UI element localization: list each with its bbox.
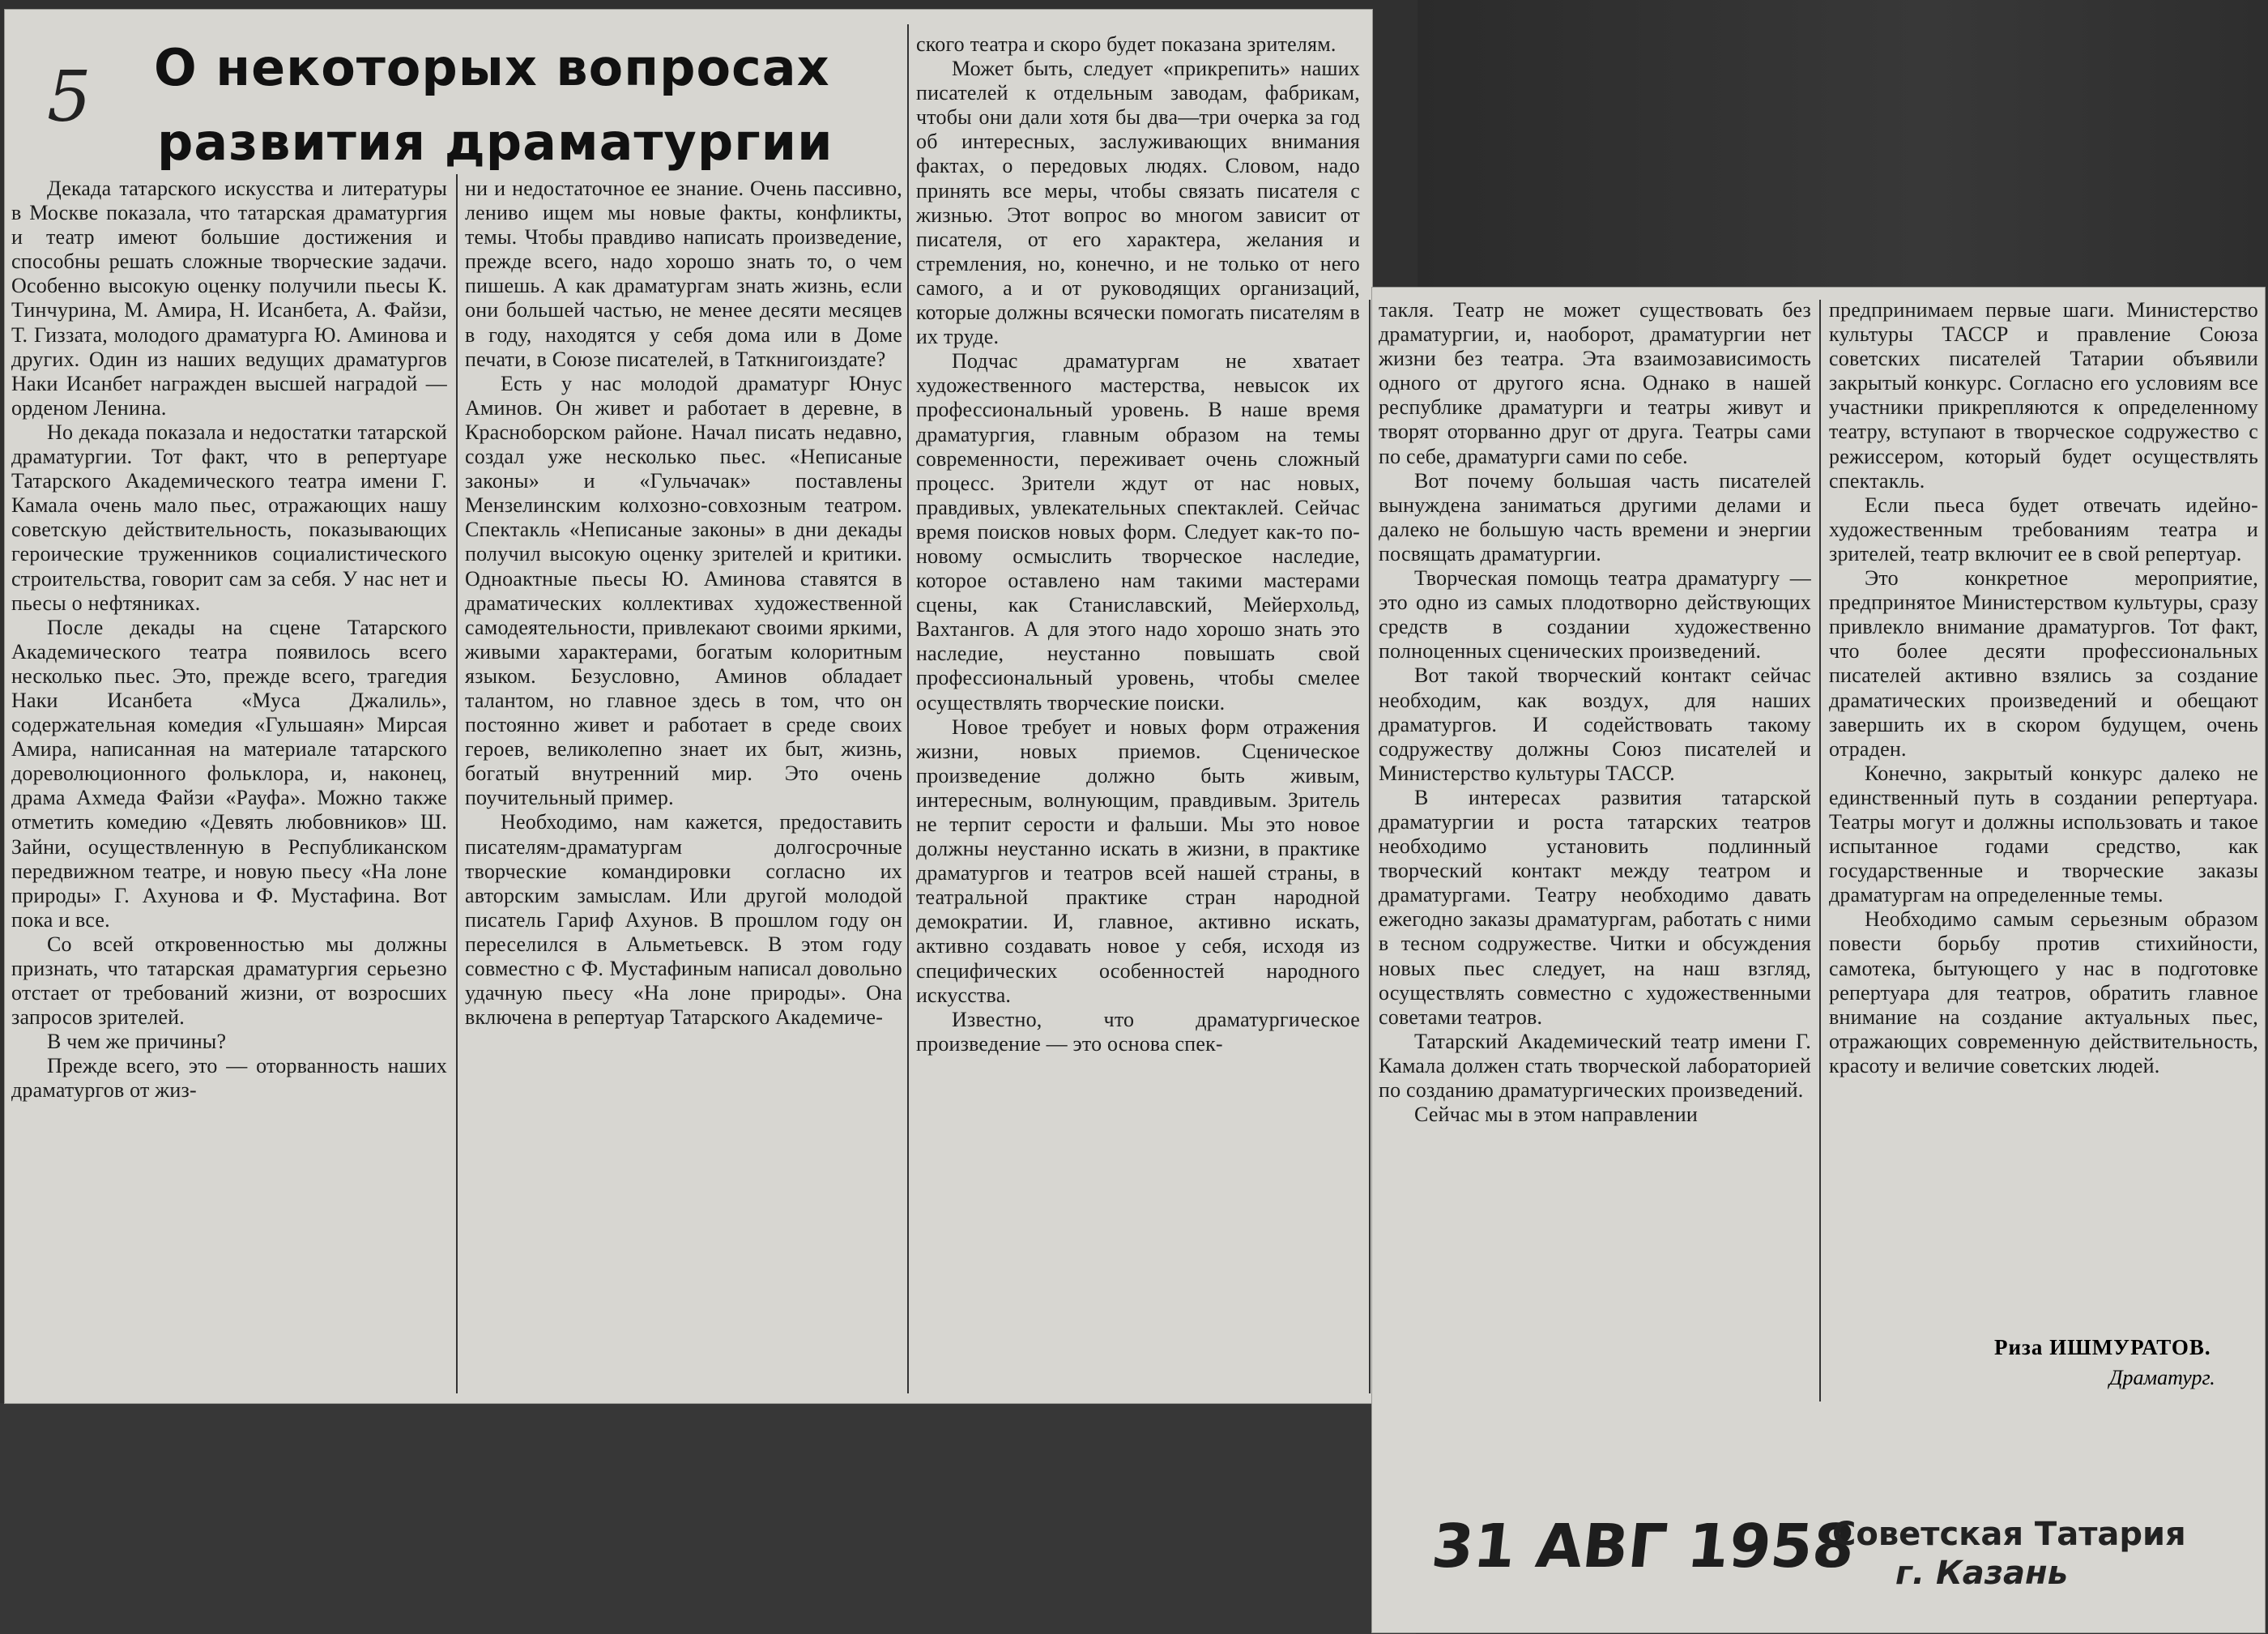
paragraph: Но декада показала и недостатки татарской драматургии. Тот факт, что в репертуаре Татарского Академического театра имени Г. Камала очень мало пьес, отражающих нашу советскую действительность, показывающих героические труженников социалистического строительства, говорит сам за себя. У нас нет и пьесы о нефтяниках. bbox=[11, 420, 447, 615]
paragraph: В чем же причины? bbox=[47, 1030, 227, 1054]
headline-line-2: развития драматургии bbox=[157, 113, 833, 172]
source-stamp bbox=[1832, 1515, 2186, 1593]
paragraph: Может быть, следует «прикрепить» наших писателей к отдельным заводам, фабрикам, чтобы они дали хотя бы два—три очерка за год об интересных, заслуживающих внимания фактах, о передовых людях. Словом, надо принять все меры, чтобы связать писателя с жизнью. Этот вопрос во многом зависит от писателя, от его характера, желания и стремления, но, конечно, и не только от него самого, а и от руководящих организаций, которые должны всячески помогать писателям в их труде. bbox=[916, 57, 1360, 349]
paragraph: ни и недостаточное ее знание. Очень пассивно, лениво ищем мы новые факты, конфликты, темы. Чтобы правдиво написать произведение, прежде всего, надо хорошо знать то, о чем пишешь. А как драматургам знать жизнь, если они большей частью, не менее десяти месяцев в году, находятся у себя дома или в Доме печати, в Союзе писателей, в Таткнигоиздате? bbox=[465, 177, 902, 371]
article-headline bbox=[154, 31, 883, 180]
paragraph: В интересах развития татарской драматургии и роста татарских театров необходимо установить подлинный творческий контакт между театром и драматургами. Театру необходимо давать ежегодно заказы драматургам, работать с ними в тесном содружестве. Читки и обсуждения новых пьес следует, на наш взгляд, осуществлять совместно с художественными советами театров. bbox=[1379, 785, 1811, 1029]
article-column-1 bbox=[11, 177, 447, 1103]
column-rule bbox=[1369, 300, 1371, 1393]
paragraph: Есть у нас молодой драматург Юнус Аминов. Он живет и работает в деревне, в Красноборском районе. Начал писать недавно, создал уже несколько пьес. «Неписаные законы» и «Гульчачак» поставлены Мензелинским колхозно-совхозным театром. Спектакль «Неписаные законы» в дни декады получил высокую оценку зрителей и критики. Одноактные пьесы Ю. Аминова ставятся в драматических коллективах художественной самодеятельности, привлекают своими яркими, живыми характерами, богатым колоритным языком. Безусловно, Аминов обладает талантом, но главное здесь в том, что он постоянно живет и работает в среде своих героев, великолепно знает их быт, жизнь, богатый внутренний мир. Это очень поучительный пример. bbox=[465, 371, 902, 810]
column-rule bbox=[907, 24, 909, 1393]
paragraph: предпринимаем первые шаги. Министерство культуры ТАССР и правление Союза советских писателей Татарии объявили закрытый конкурс. Согласно его условиям все участники прикрепляются к определенному театру, вступают в творческое содружество с режиссером, который будет осуществлять спектакль. bbox=[1829, 298, 2258, 493]
paragraph: Новое требует и новых форм отражения жизни, новых приемов. Сценическое произведение должно быть живым, интересным, волнующим, правдивым. Зритель не терпит серости и фальши. Мы это новое должны неустанно искать в жизни, в практике драматургов и театров всей нашей страны, в театральной практике стран народной демократии. И, главное, активно искать, активно создавать новое у себя, исходя из специфических особенностей народного искусства. bbox=[916, 715, 1360, 1007]
paragraph: Вот почему большая часть писателей вынуждена заниматься другими делами и далеко не большую часть времени и энергии посвящать драматургии. bbox=[1379, 468, 1811, 565]
author-name: Риза ИШМУРАТОВ. bbox=[1994, 1335, 2211, 1359]
paragraph: Это конкретное мероприятие, предпринятое Министерством культуры, сразу привлекло внимание драматургов. Тот факт, что более десяти профессиональных писателей активно взялись за создание драматических произведений и обещают завершить их в скором будущем, очень отраден. bbox=[1829, 566, 2258, 761]
paragraph: ского театра и скоро будет показана зрителям. bbox=[916, 32, 1336, 56]
author-role: Драматург. bbox=[2109, 1366, 2215, 1389]
article-column-5 bbox=[1829, 298, 2258, 1078]
paragraph: Подчас драматургам не хватает художественного мастерства, невысок их профессиональный уровень. В наше время драматургия, главным образом на темы современности, переживает очень сложный процесс. Зрители ждут от нас новых, правдивых, увлекательных спектаклей. Сейчас время поисков новых форм. Следует как-то по-новому осмыслить творческое наследие, которое оставлено нам такими мастерами сцены, как Станиславский, Мейерхольд, Вахтангов. А для этого надо хорошо знать это наследие, неустанно повышать свой профессиональный уровень, чтобы смелее осуществлять творческие поиски. bbox=[916, 349, 1360, 715]
paragraph: Со всей откровенностью мы должны признать, что татарская драматургия серьезно отстает от требований жизни, от возросших запросов зрителей. bbox=[11, 932, 447, 1030]
source-newspaper: Советская Татария bbox=[1832, 1516, 2186, 1553]
paragraph: Декада татарского искусства и литературы в Москве показала, что татарская драматургия и театр имеют большие достижения и способны решать сложные творческие задачи. Особенно высокую оценку получили пьесы К. Тинчурина, М. Амира, Н. Исанбета, А. Файзи, Т. Гиззата, молодого драматурга Ю. Аминова и других. Один из наших ведущих драматургов Наки Исанбет награжден высшей наградой — орденом Ленина. bbox=[11, 177, 447, 420]
paragraph: такля. Театр не может существовать без драматургии, и, наоборот, драматургии нет жизни без театра. Эта взаимозависимость одного от другого ясна. Однако в нашей республике драматурги и театры живут и творят оторванно друг от друга. Театры сами по себе, драматурги сами по себе. bbox=[1379, 298, 1811, 468]
column-rule bbox=[1819, 300, 1821, 1401]
paragraph: Известно, что драматургическое произведение — это основа спек- bbox=[916, 1007, 1360, 1056]
paragraph: Необходимо, нам кажется, предоставить писателям-драматургам долгосрочные творческие командировки согласно их авторским замыслам. Или другой молодой писатель Гариф Ахунов. В прошлом году он переселился в Альметьевск. В этом году совместно с Ф. Мустафиным написал довольно удачную пьесу «На лоне природы». Она включена в репертуар Татарского Академиче- bbox=[465, 810, 902, 1030]
paragraph: Творческая помощь театра драматургу — это одно из самых плодотворно действующих средств в создании художественно полноценных сценических произведений. bbox=[1379, 566, 1811, 663]
article-column-2 bbox=[465, 177, 902, 1030]
date-stamp: 31 АВГ 1958 bbox=[1428, 1512, 1858, 1581]
article-column-4 bbox=[1379, 298, 1811, 1127]
paragraph: Прежде всего, это — оторванность наших драматургов от жиз- bbox=[11, 1054, 447, 1103]
paragraph: Сейчас мы в этом направлении bbox=[1414, 1103, 1698, 1127]
article-column-3 bbox=[916, 32, 1360, 1056]
source-city: г. Казань bbox=[1895, 1555, 2068, 1592]
headline-line-1: О некоторых вопросах bbox=[154, 38, 830, 97]
paragraph: Конечно, закрытый конкурс далеко не единственный путь в создании репертуара. Театры могут и должны использовать и такое испытанное годами средство, как государственные и творческие заказы драматургам на определенные темы. bbox=[1829, 761, 2258, 907]
dark-background-bottom bbox=[0, 1403, 1416, 1634]
column-rule bbox=[456, 174, 458, 1393]
paragraph: Если пьеса будет отвечать идейно-художественным требованиям театра и зрителей, театр включит ее в свой репертуар. bbox=[1829, 493, 2258, 565]
paragraph: Вот такой творческий контакт сейчас необходим, как воздух, для наших драматургов. И содействовать такому содружеству должны Союз писателей и Министерство культуры ТАССР. bbox=[1379, 663, 1811, 785]
paragraph: Татарский Академический театр имени Г. Камала должен стать творческой лабораторией по созданию драматургических произведений. bbox=[1379, 1029, 1811, 1102]
dark-background bbox=[1418, 0, 2268, 288]
handwritten-number: 5 bbox=[47, 57, 92, 138]
paragraph: После декады на сцене Татарского Академического театра появилось всего несколько пьес. Это, прежде всего, трагедия Наки Исанбета «Муса Джалиль», содержательная комедия «Гульшаян» Мирсая Амира, написанная на материале татарского дореволюционного фольклора, и, наконец, драма Ахмеда Файзи «Рауфа». Можно также отметить комедию «Девять любовников» Ш. Зайни, осуществленную в Республиканском передвижном театре, и новую пьесу «На лоне природы» Г. Ахунова и Ф. Мустафина. Вот пока и все. bbox=[11, 615, 447, 932]
paragraph: Необходимо самым серьезным образом повести борьбу против стихийности, самотека, бытующего у нас в подготовке репертуара для театров, обратить главное внимание на создание актуальных пьес, отражающих современную действительность, красоту и величие советских людей. bbox=[1829, 907, 2258, 1077]
